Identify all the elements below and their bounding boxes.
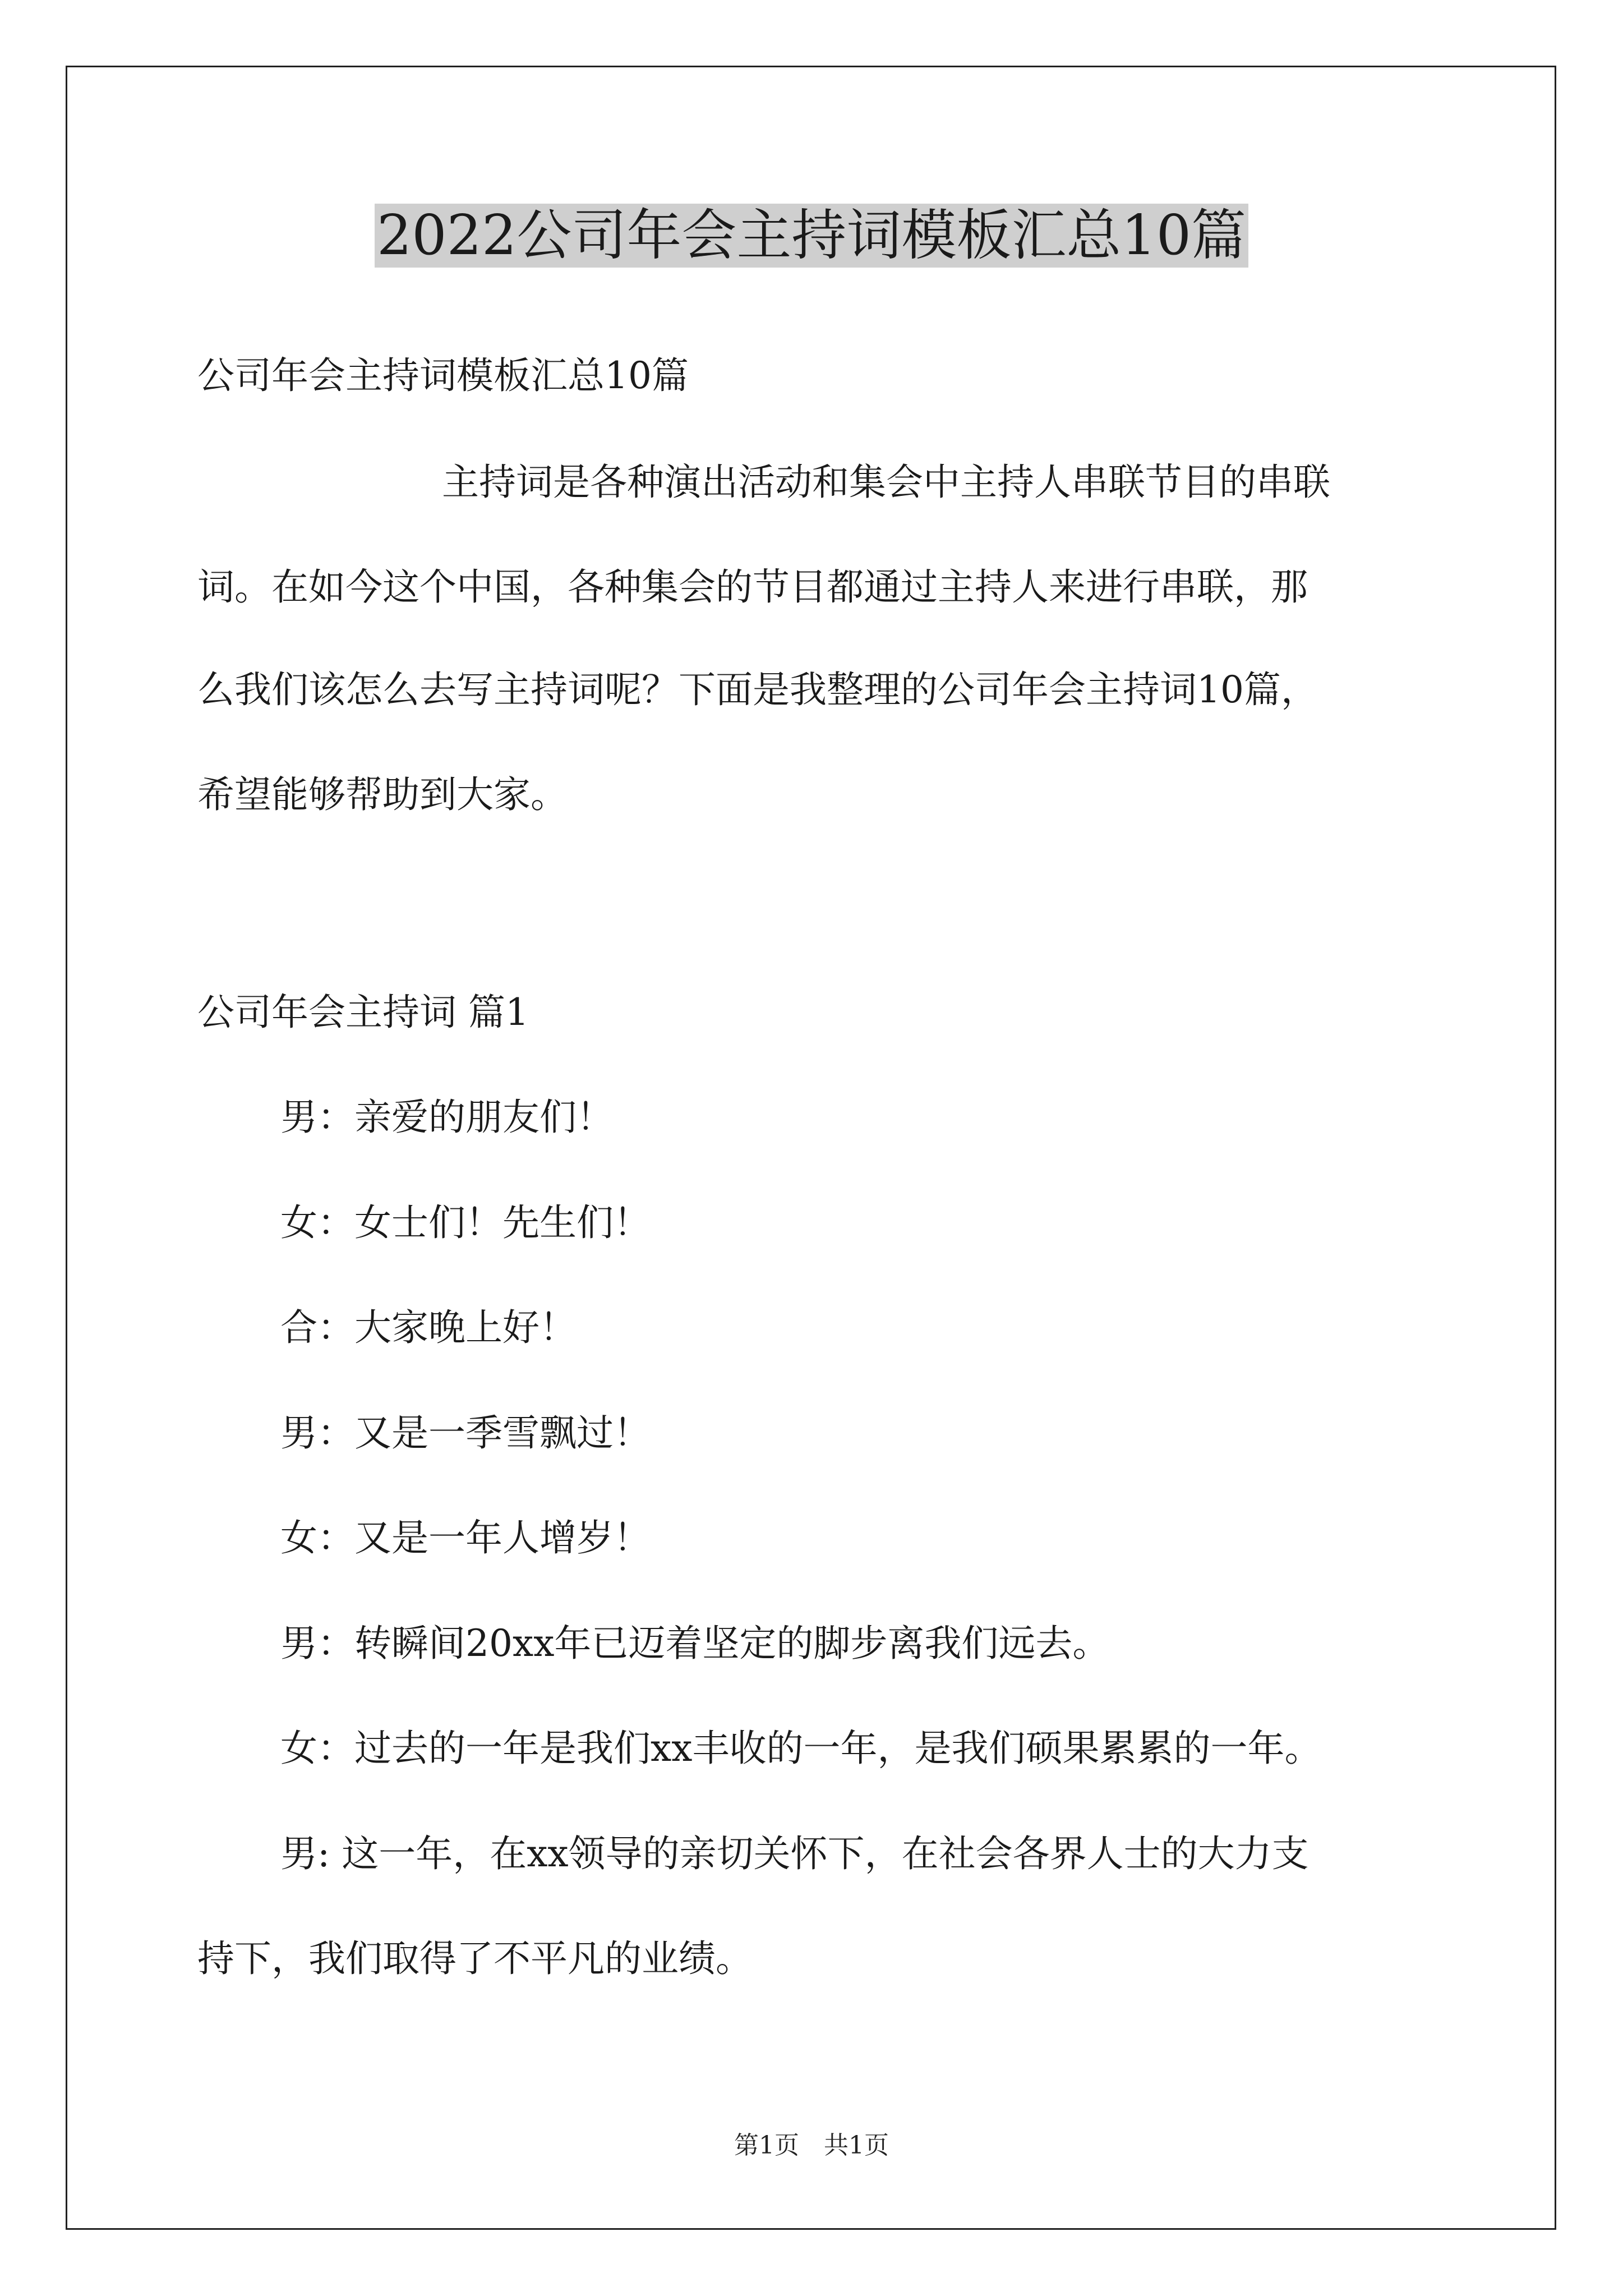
section-heading: 公司年会主持词 篇1 xyxy=(197,991,529,1034)
document-title-text: 2022公司年会主持词模板汇总10篇 xyxy=(375,204,1248,268)
intro-line: 主持词是各种演出活动和集会中主持人串联节目的串联 xyxy=(442,461,1330,504)
dialogue-line: 男：又是一季雪飘过！ xyxy=(280,1411,651,1455)
page-footer: 第1页 共1页 xyxy=(734,2131,889,2160)
dialogue-line: 女：过去的一年是我们xx丰收的一年，是我们硕果累累的一年。 xyxy=(280,1727,1322,1770)
dialogue-line: 男：转瞬间20xx年已迈着坚定的脚步离我们远去。 xyxy=(280,1622,1110,1665)
dialogue-line: 女：又是一年人增岁！ xyxy=(280,1516,651,1559)
document-subtitle: 公司年会主持词模板汇总10篇 xyxy=(197,354,689,397)
dialogue-continuation: 持下，我们取得了不平凡的业绩。 xyxy=(197,1937,753,1980)
dialogue-line: 男: 这一年，在xx领导的亲切关怀下，在社会各界人士的大力支 xyxy=(280,1832,1309,1875)
document-title xyxy=(0,199,1623,272)
dialogue-line: 女：女士们！先生们！ xyxy=(280,1201,651,1244)
dialogue-line: 合：大家晚上好！ xyxy=(280,1306,577,1349)
intro-line: 希望能够帮助到大家。 xyxy=(197,773,568,816)
intro-line: 么我们该怎么去写主持词呢？下面是我整理的公司年会主持词10篇， xyxy=(197,668,1318,711)
intro-line: 词。在如今这个中国，各种集会的节目都通过主持人来进行串联，那 xyxy=(197,565,1308,609)
dialogue-line: 男：亲爱的朋友们！ xyxy=(280,1096,614,1139)
